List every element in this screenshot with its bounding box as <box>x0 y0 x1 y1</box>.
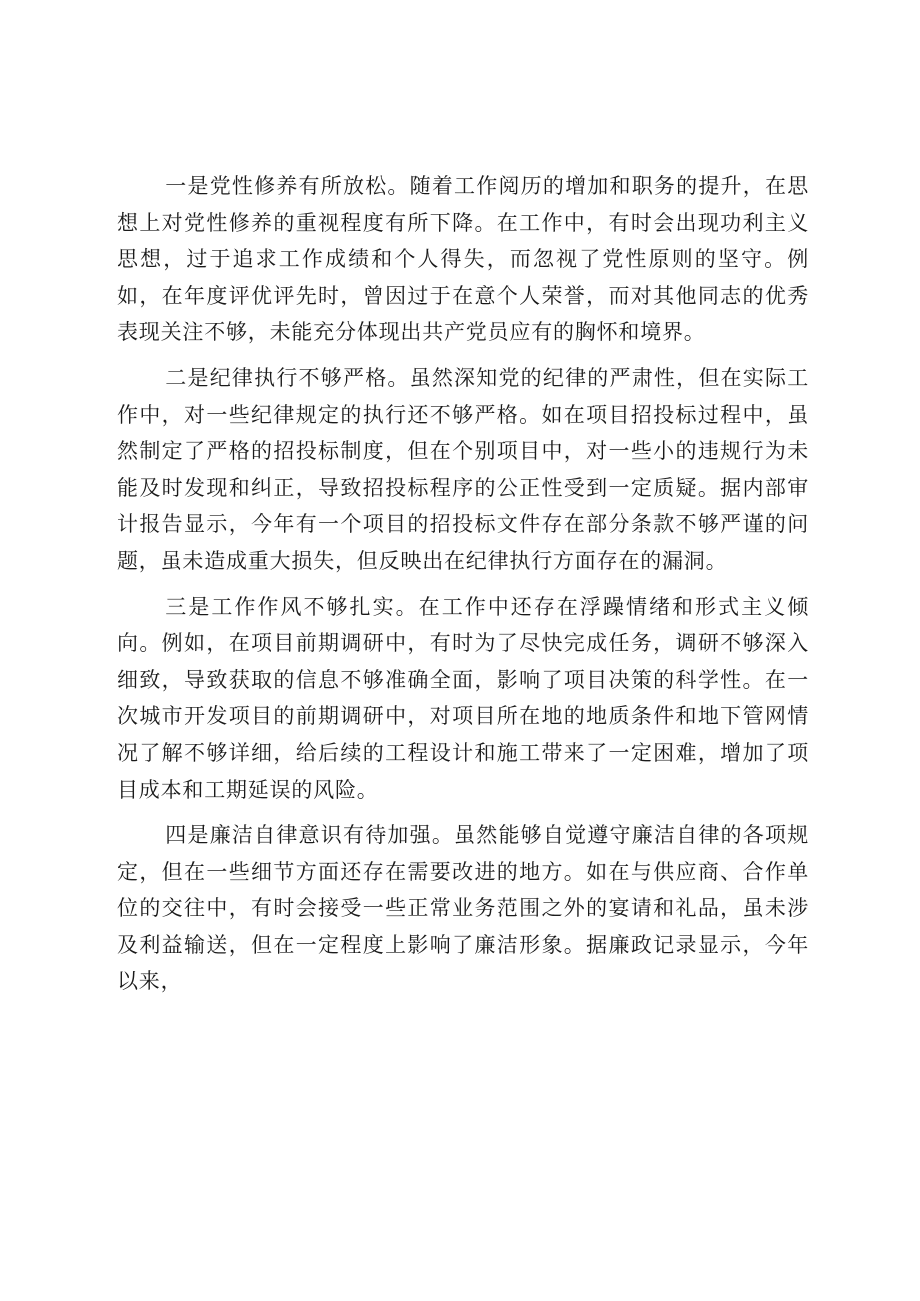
paragraph-work-style: 三是工作作风不够扎实。在工作中还存在浮躁情绪和形式主义倾向。例如，在项目前期调研中，有时为了尽快完成任务，调研不够深入细致，导致获取的信息不够准确全面，影响了项目决策的科学性。在一次城市开发项目的前期调研中，对项目所在地的地质条件和地下管网情况了解不够详细，给后续的工程设计和施工带来了一定困难，增加了项目成本和工期延误的风险。 <box>117 594 809 802</box>
paragraph-party-spirit: 一是党性修养有所放松。随着工作阅历的增加和职务的提升，在思想上对党性修养的重视程度有所下降。在工作中，有时会出现功利主义思想，过于追求工作成绩和个人得失，而忽视了党性原则的坚守。例如，在年度评优评先时，曾因过于在意个人荣誉，而对其他同志的优秀表现关注不够，未能充分体现出共产党员应有的胸怀和境界。 <box>117 174 809 345</box>
document-body <box>117 168 809 1009</box>
paragraph-integrity: 四是廉洁自律意识有待加强。虽然能够自觉遵守廉洁自律的各项规定，但在一些细节方面还存在需要改进的地方。如在与供应商、合作单位的交往中，有时会接受一些正常业务范围之外的宴请和礼品，虽未涉及利益输送，但在一定程度上影响了廉洁形象。据廉政记录显示，今年以来， <box>117 823 809 994</box>
paragraph-discipline: 二是纪律执行不够严格。虽然深知党的纪律的严肃性，但在实际工作中，对一些纪律规定的执行还不够严格。如在项目招投标过程中，虽然制定了严格的招投标制度，但在个别项目中，对一些小的违规行为未能及时发现和纠正，导致招投标程序的公正性受到一定质疑。据内部审计报告显示，今年有一个项目的招投标文件存在部分条款不够严谨的问题，虽未造成重大损失，但反映出在纪律执行方面存在的漏洞。 <box>117 365 809 573</box>
